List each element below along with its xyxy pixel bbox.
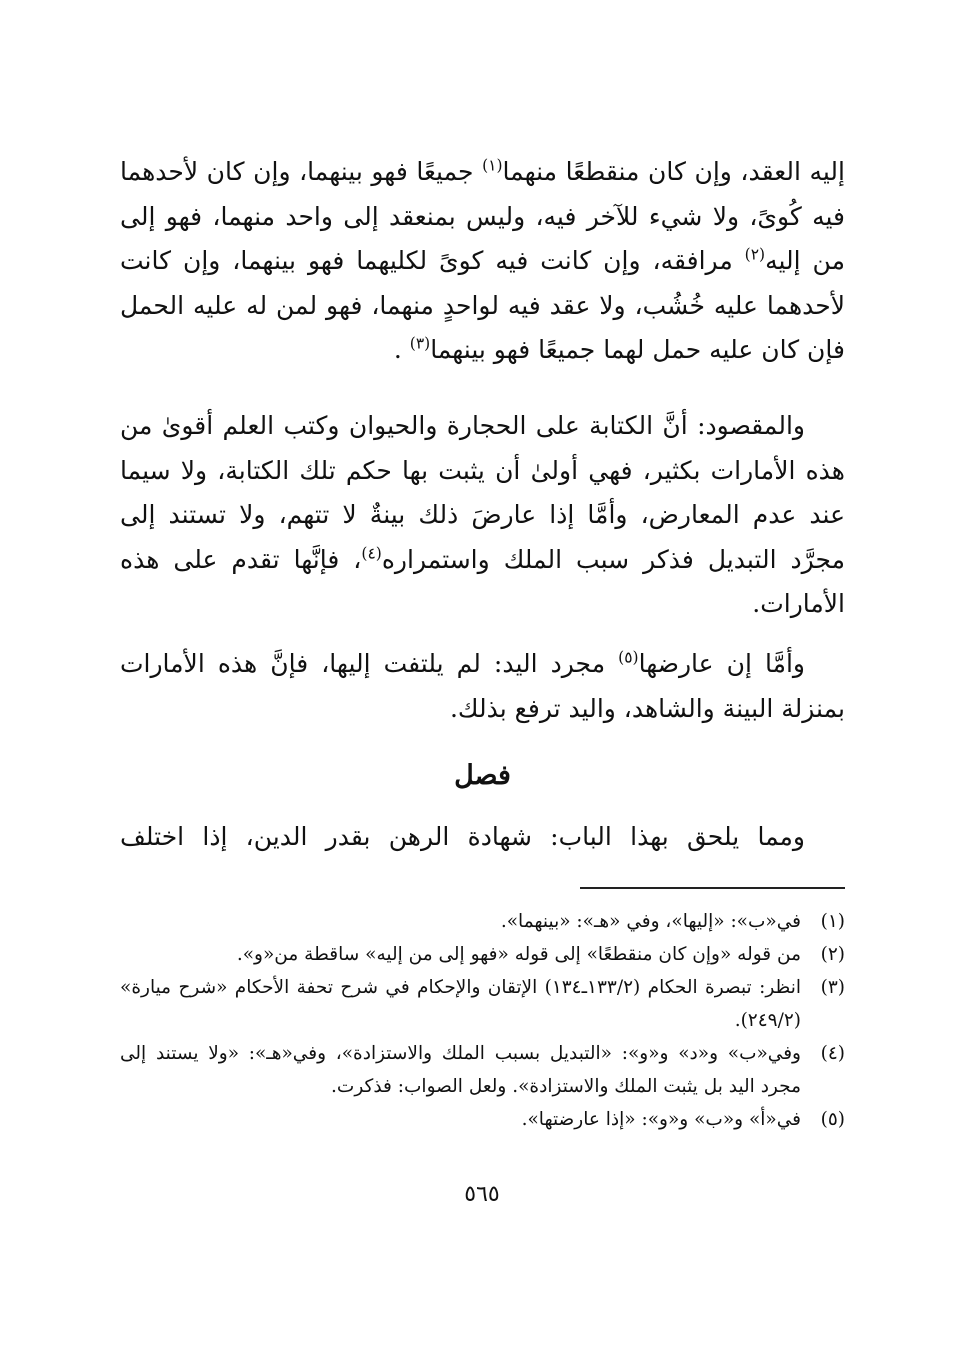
paragraph-4: ومما يلحق بهذا الباب: شهادة الرهن بقدر الدين، إذا اختلف	[120, 822, 805, 851]
footnote-2	[120, 938, 845, 971]
paragraph-1-text-d: .	[393, 335, 410, 364]
footnote-5	[120, 1103, 845, 1136]
footnote-number: (٣)	[820, 977, 845, 998]
footnote-ref-1: (١)	[482, 156, 503, 175]
section-heading: فصل	[454, 760, 511, 791]
footnote-ref-5: (٥)	[618, 648, 639, 667]
paragraph-2-text-b: ، فإنَّها تقدم على هذه الأمارات.	[120, 544, 845, 618]
paragraph-3-text-a: وأمَّا إن عارضها	[638, 649, 805, 678]
page-number: ٥٦٥	[464, 1182, 500, 1207]
paragraph-2	[120, 404, 845, 627]
footnote-ref-4: (٤)	[361, 544, 382, 563]
footnote-1	[120, 905, 845, 938]
footnote-number: (١)	[820, 911, 845, 932]
paragraph-2-text-a: والمقصود: أنَّ الكتابة على الحجارة والحيوان وكتب العلم أقوىٰ من هذه الأمارات بكثير، فهي أولىٰ أن يثبت بها حكم تلك الكتابة، ولا سيما عند عدم المعارض، وأمَّا إذا عارضَ ذلك بينةٌ لا تتهم، ولا تستند إلى مجرَّد التبديل فذكر سبب الملك واستمراره	[120, 411, 845, 574]
footnote-text: انظر: تبصرة الحكام (١٣٣/٢ـ١٣٤) الإتقان والإحكام في شرح تحفة الأحكام «شرح ميارة» (٢٤٩/٢).	[120, 977, 801, 1031]
footnote-number: (٤)	[820, 1043, 845, 1064]
footnote-number: (٢)	[820, 944, 845, 965]
footnote-text: في«أ» و«ب» و«و»: «إذا عارضتها».	[521, 1109, 801, 1130]
paragraph-1-text-b: جميعًا فهو بينهما، وإن كان لأحدهما فيه كُوىً، ولا شيء للآخر فيه، وليس بمنعقد إلى واحد منهما، فهو إلى من إليه	[120, 157, 845, 275]
footnote-ref-3: (٣)	[409, 334, 431, 353]
paragraph-1-text-c: مرافقه، وإن كانت فيه كوىً لكليهما فهو بينهما، وإن كانت لأحدهما عليه خُشُب، ولا عقد فيه لواحدٍ منهما، فهو لمن له عليه الحمل فإن كان عليه حمل لهما جميعًا فهو بينهما	[120, 246, 845, 364]
paragraph-1	[120, 150, 845, 373]
paragraph-1-text-a: إليه العقد، وإن كان منقطعًا منهما	[502, 157, 845, 186]
footnote-text: من قوله «وإن كان منقطعًا» إلى قوله «فهو إلى من إليه» ساقطة من«و».	[236, 944, 801, 965]
paragraph-3	[120, 642, 845, 731]
footnote-text: وفي«ب» و«د» و«و»: «التبديل بسبب الملك والاستزادة»، وفي«هـ»: «ولا يستند إلى مجرد اليد بل يثبت الملك والاستزادة». ولعل الصواب: فذكرت.	[120, 1043, 801, 1097]
footnote-4	[120, 1037, 845, 1103]
footnote-ref-2: (٢)	[744, 245, 766, 264]
footnotes-list	[120, 905, 845, 1136]
footnote-3	[120, 971, 845, 1037]
footnote-separator	[580, 887, 845, 889]
footnote-number: (٥)	[820, 1109, 845, 1130]
footnote-text: في«ب»: «إليها»، وفي «هـ»: «بينهما».	[500, 911, 801, 932]
paragraph-3-text-b: مجرد اليد: لم يلتفت إليها، فإنَّ هذه الأمارات بمنزلة البينة والشاهد، واليد ترفع بذلك.	[120, 649, 845, 723]
